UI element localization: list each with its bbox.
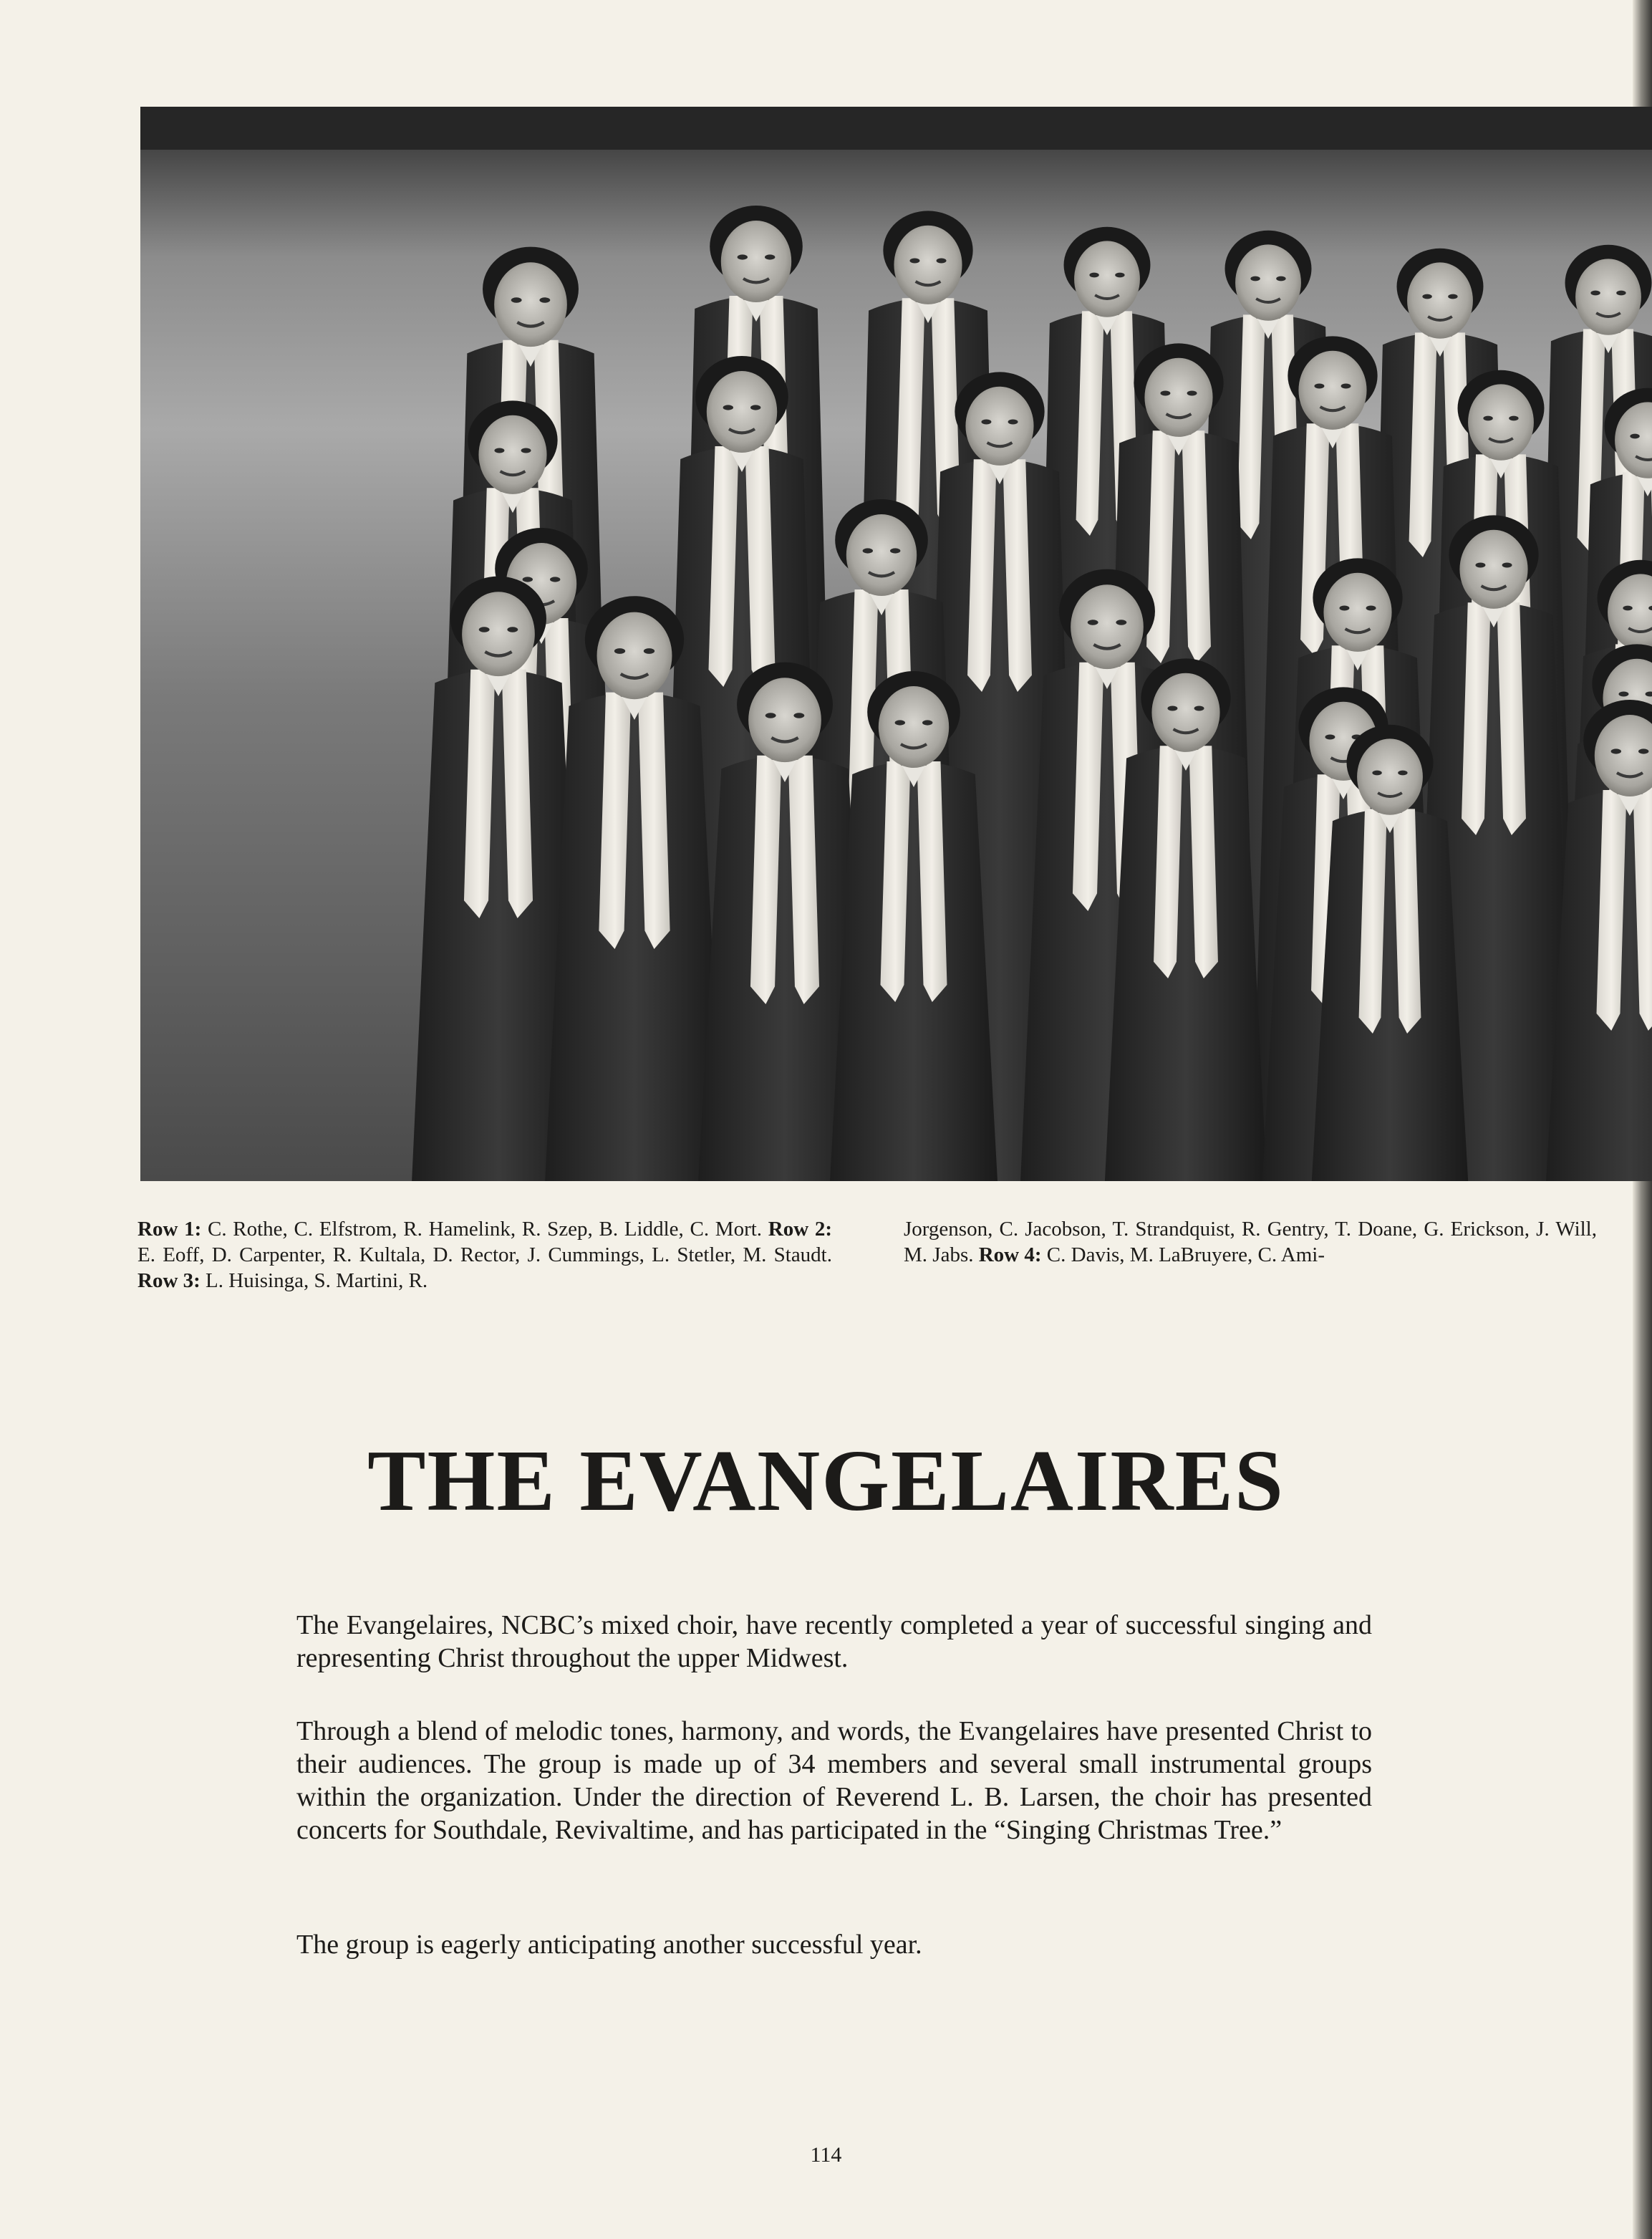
caption-row-label: Row 2:: [768, 1218, 833, 1241]
body-paragraph: The group is eagerly anticipating another successful year.: [296, 1930, 922, 1960]
body-paragraph: The Evangelaires, NCBC’s mixed choir, have recently completed a year of successful singing and representing Christ throughout the upper Midwest.: [296, 1610, 1372, 1673]
choir-photo: [140, 107, 1652, 1181]
page-title: THE EVANGELAIRES: [367, 1433, 1285, 1529]
caption-names: C. Rothe, C. Elfstrom, R. Hamelink, R. Szep, B. Liddle, C. Mort.: [201, 1218, 768, 1241]
caption-names: Jorgenson, C. Jacobson, T. Strandquist, R. Gentry, T. Doane, G. Erickson, J. Will, M. Jabs.: [904, 1218, 1597, 1266]
photo-caption-left: [137, 1216, 832, 1294]
caption-row-label: Row 1:: [137, 1218, 202, 1241]
caption-row-label: Row 4:: [978, 1243, 1042, 1266]
photo-caption-right: [904, 1216, 1597, 1268]
caption-names: L. Huisinga, S. Martini, R.: [200, 1269, 428, 1292]
body-paragraph: Through a blend of melodic tones, harmony, and words, the Evangelaires have presented Christ to their audiences. The group is made up of 34 members and several small instrumental groups within the organization. Under the direction of Reverend L. B. Larsen, the choir has presented concerts for Southdale, Revivaltime, and has participated in the “Singing Christmas Tree.”: [296, 1716, 1372, 1845]
choir-photo-illustration: [140, 107, 1652, 1181]
caption-row-label: Row 3:: [137, 1269, 201, 1292]
caption-names: E. Eoff, D. Carpenter, R. Kultala, D. Rector, J. Cummings, L. Stetler, M. Staudt.: [137, 1243, 832, 1266]
caption-names: C. Davis, M. LaBruyere, C. Ami-: [1041, 1243, 1325, 1266]
page-number: 114: [810, 2143, 842, 2167]
